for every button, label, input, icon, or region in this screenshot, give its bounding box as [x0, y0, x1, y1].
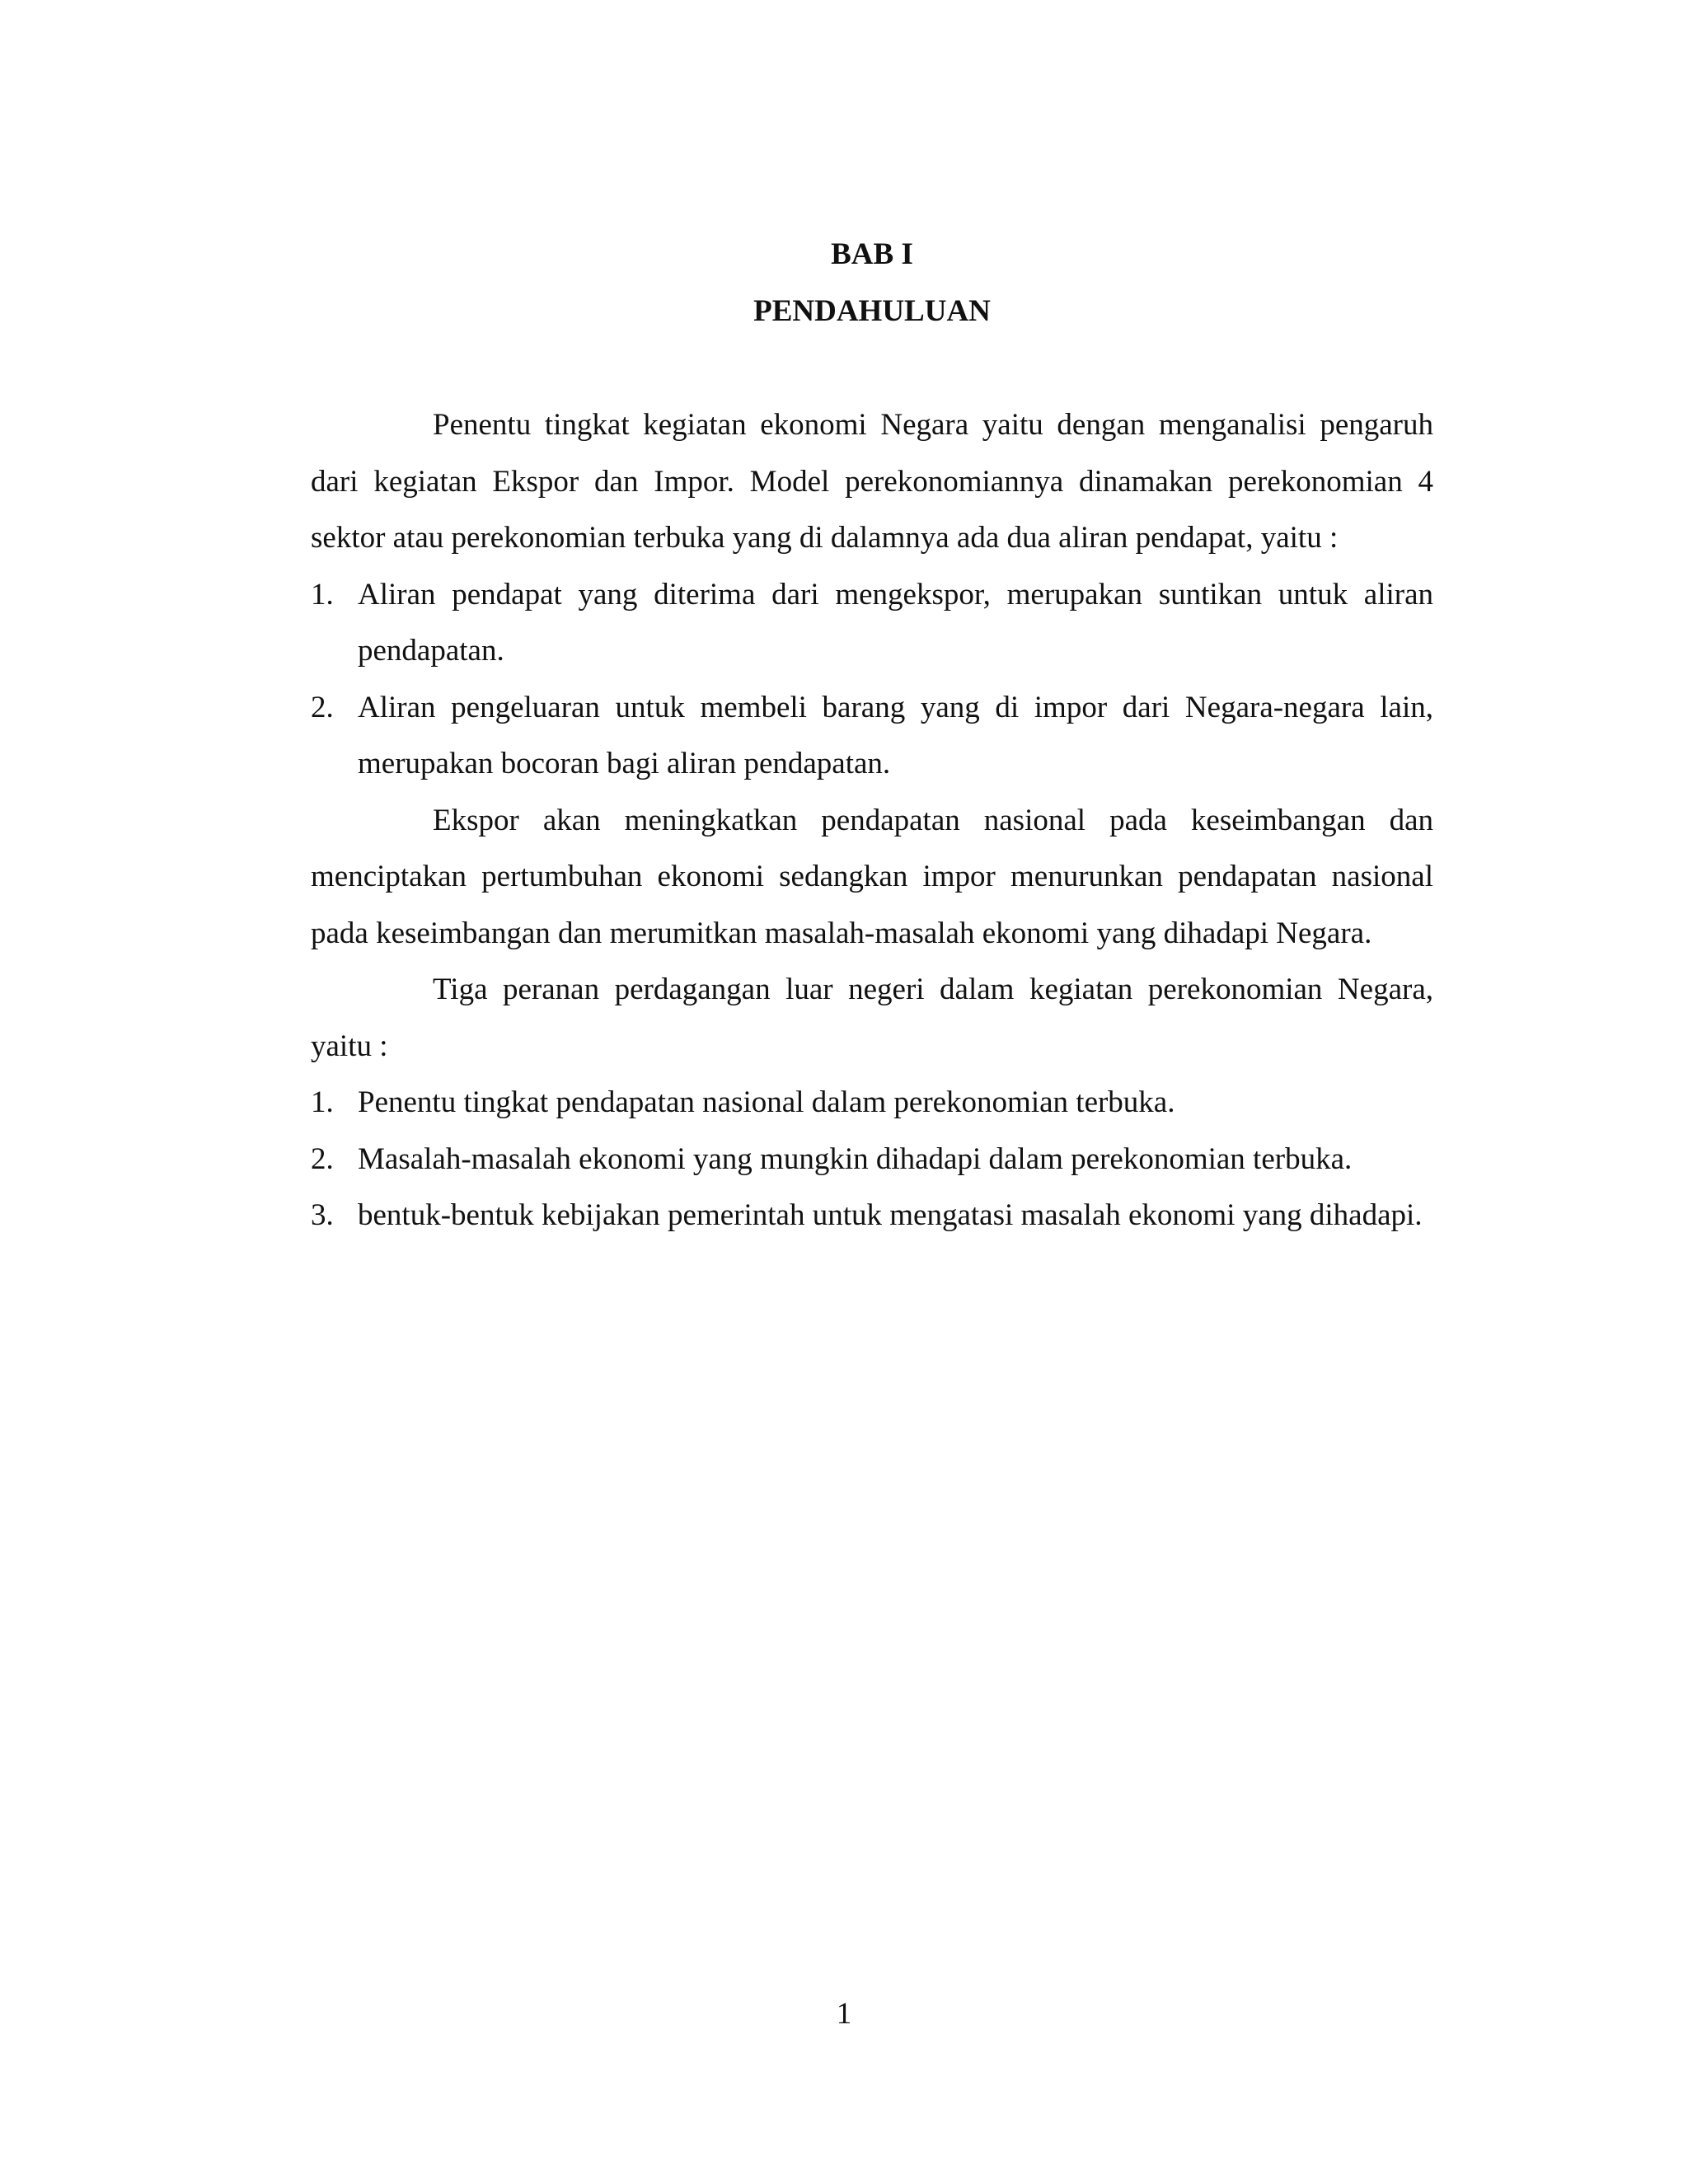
- list-item: [311, 1075, 1433, 1132]
- list-item-text: Penentu tingkat pendapatan nasional dalam perekonomian terbuka.: [358, 1085, 1175, 1119]
- chapter-number: BAB I: [831, 237, 913, 271]
- income-flows-list: [311, 567, 1433, 793]
- list-item-text: Aliran pengeluaran untuk membeli barang yang di impor dari Negara-negara lain, merupakan bocoran bagi aliran pendapatan.: [358, 690, 1433, 780]
- list-item-text: Masalah-masalah ekonomi yang mungkin dihadapi dalam perekonomian terbuka.: [358, 1141, 1353, 1176]
- list-item: [311, 1188, 1433, 1244]
- list-item-text: Aliran pendapat yang diterima dari mengekspor, merupakan suntikan untuk aliran pendapatan.: [358, 577, 1433, 668]
- list-item: [311, 1132, 1433, 1188]
- list-item: [311, 567, 1433, 680]
- list-item-number: 1.: [311, 1085, 334, 1119]
- body-text: [311, 397, 1433, 1244]
- intro-paragraph: Penentu tingkat kegiatan ekonomi Negara yaitu dengan menganalisi pengaruh dari kegiatan Ekspor dan Impor. Model perekonomiannya dinamakan perekonomian 4 sektor atau perekonomian terbuka yang di dalamnya ada dua aliran pendapat, yaitu :: [311, 408, 1433, 555]
- page-number: 1: [836, 1997, 852, 2031]
- list-item-number: 3.: [311, 1198, 334, 1232]
- chapter-title: PENDAHULUAN: [753, 294, 991, 328]
- export-paragraph: Ekspor akan meningkatkan pendapatan nasional pada keseimbangan dan menciptakan pertumbuhan ekonomi sedangkan impor menurunkan pendapatan nasional pada keseimbangan dan merumitkan masalah-masalah ekonomi yang dihadapi Negara.: [311, 803, 1433, 950]
- page-content: [311, 233, 1433, 1244]
- roles-paragraph: Tiga peranan perdagangan luar negeri dalam kegiatan perekonomian Negara, yaitu :: [311, 972, 1433, 1063]
- list-item-number: 2.: [311, 690, 334, 724]
- list-item: [311, 680, 1433, 793]
- list-item-number: 2.: [311, 1141, 334, 1176]
- list-item-number: 1.: [311, 577, 334, 612]
- trade-roles-list: [311, 1075, 1433, 1244]
- list-item-text: bentuk-bentuk kebijakan pemerintah untuk mengatasi masalah ekonomi yang dihadapi.: [358, 1198, 1423, 1232]
